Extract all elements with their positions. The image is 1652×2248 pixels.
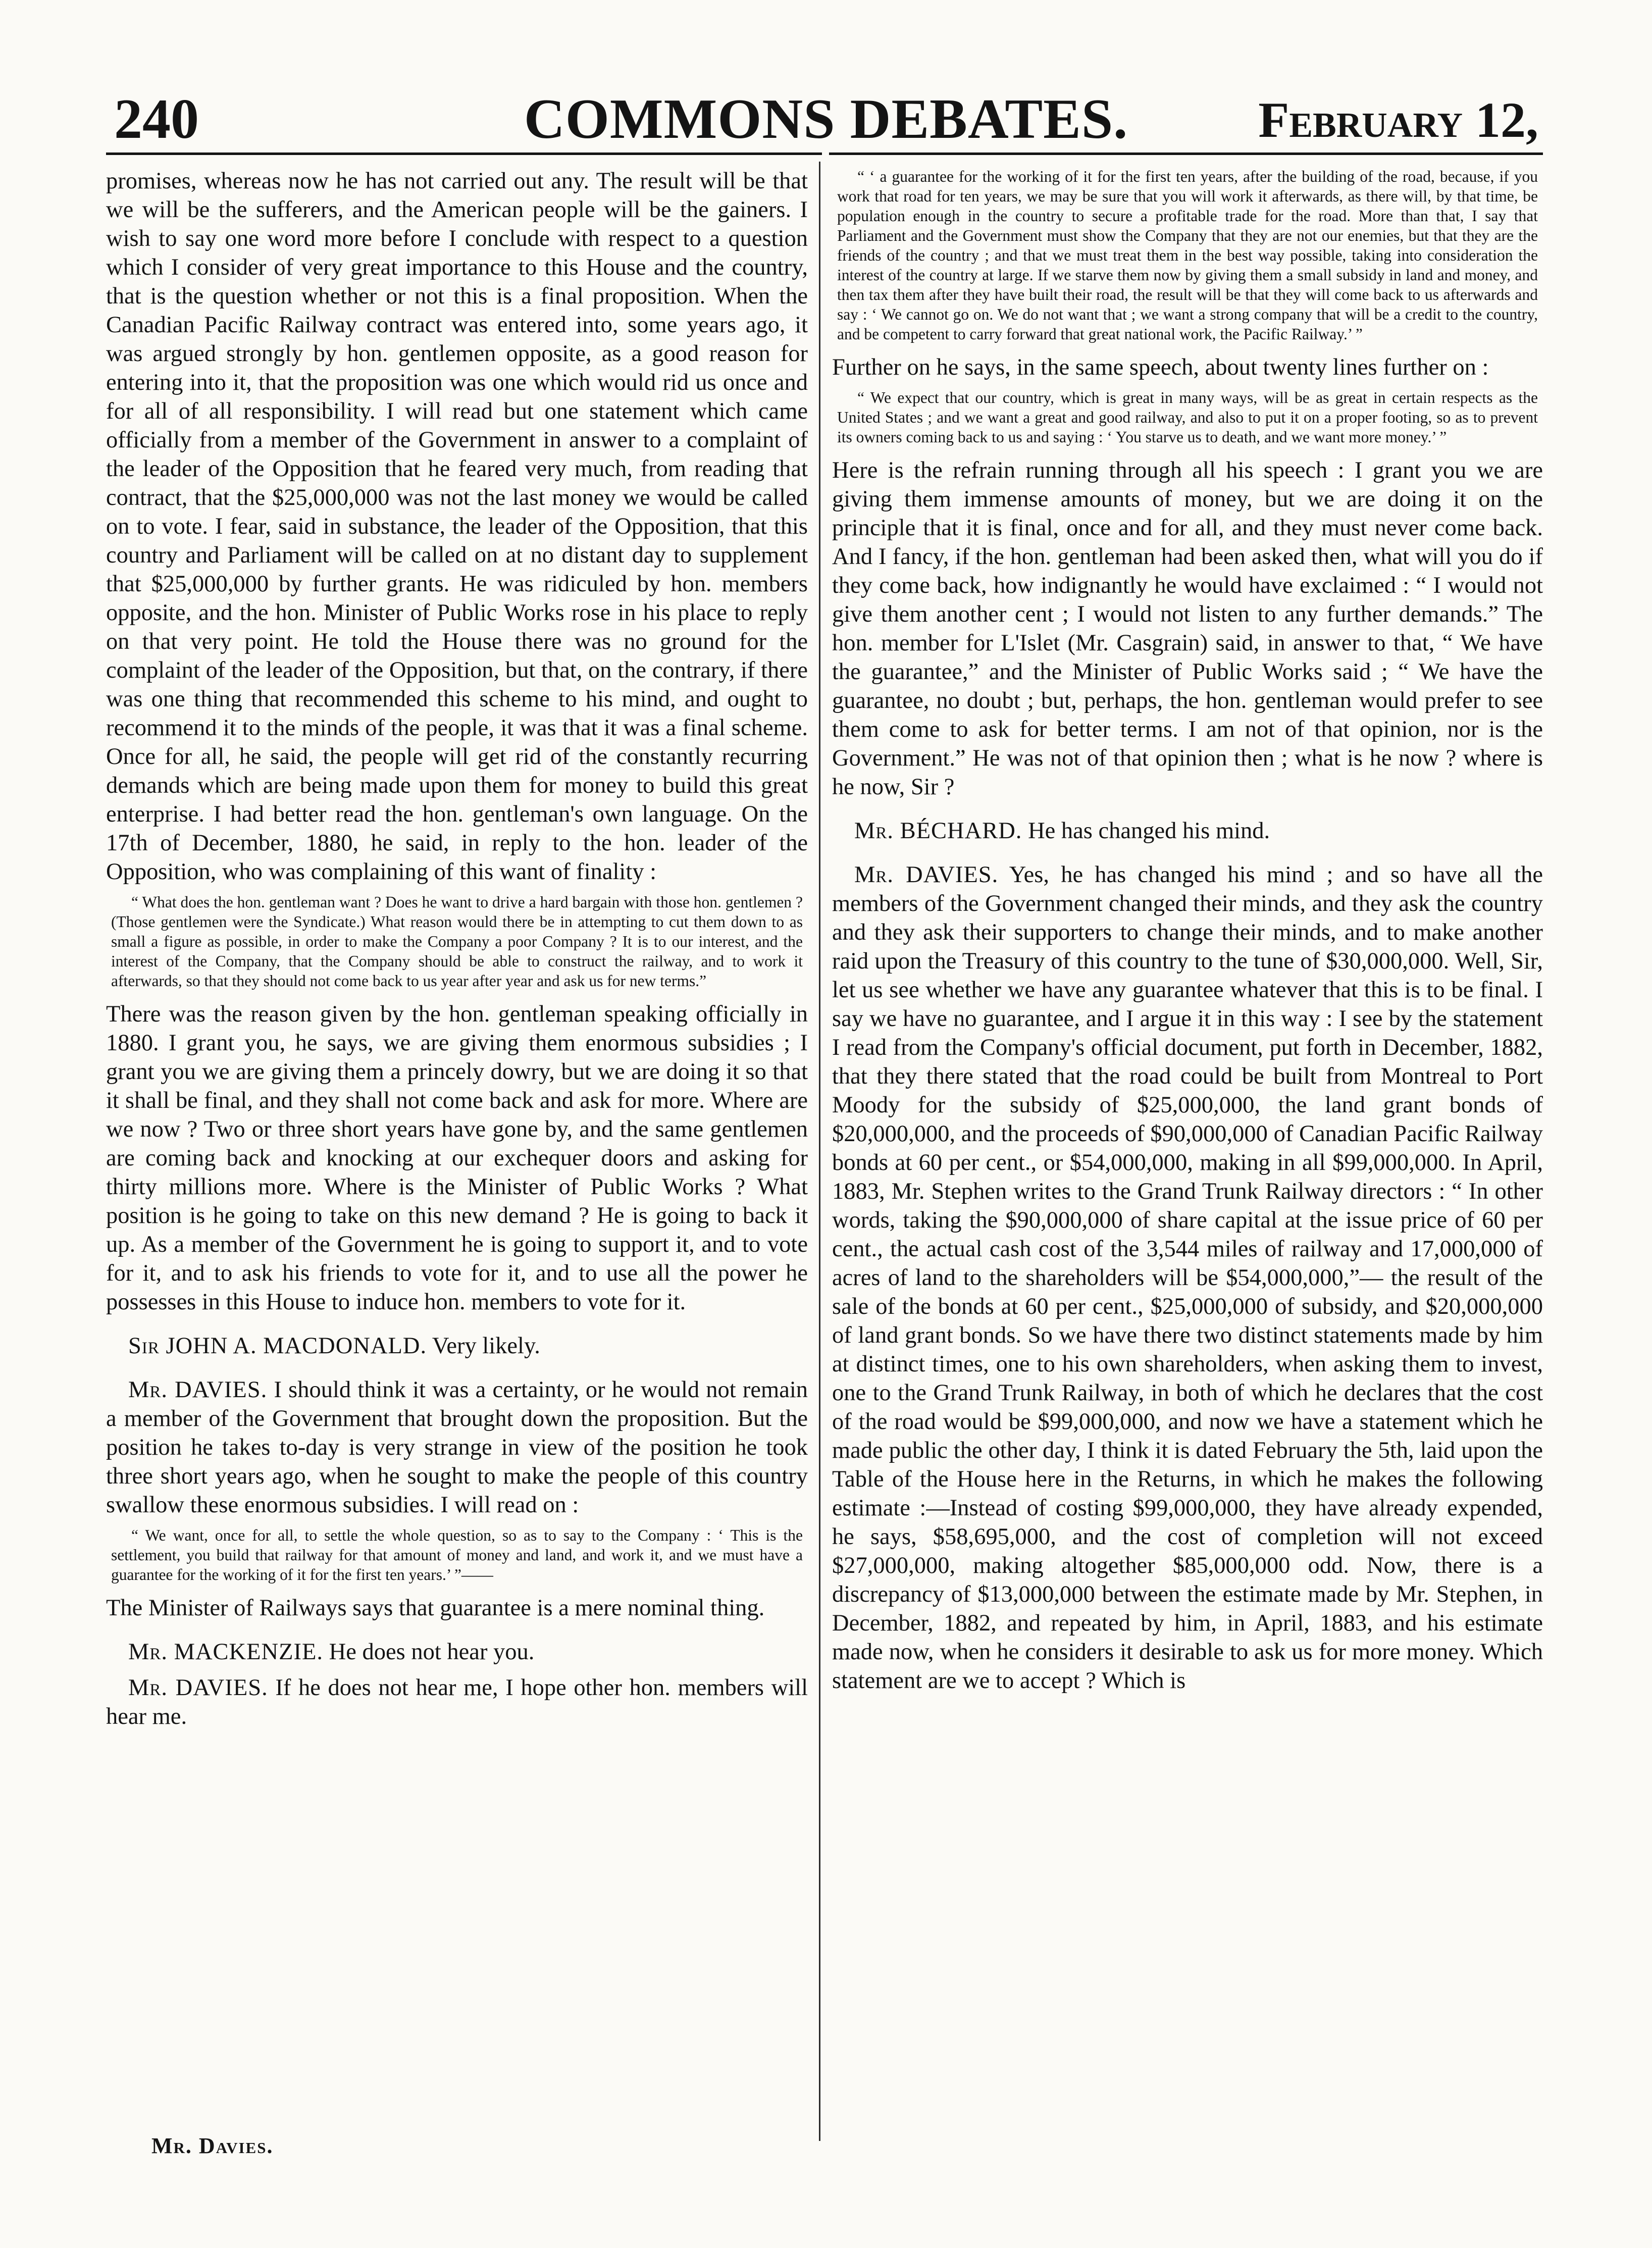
speech xyxy=(106,1673,808,1731)
speech xyxy=(106,1332,808,1360)
column-divider xyxy=(819,162,820,2141)
speaker-name: Mr. BÉCHARD. xyxy=(854,818,1022,844)
speech-text: He does not hear you. xyxy=(329,1639,535,1665)
speaker-name: Sir JOHN A. MACDONALD. xyxy=(128,1333,427,1359)
block-quote: “ ‘ a guarantee for the working of it for the first ten years, after the building of the road, because, if you work that road for ten years, we may be sure that you will work it afterwards, as there will, by that time, be population enough in the country to secure a profitable trade for the road. More than that, I say that Parliament and the Government must show the Company that they are not our enemies, but that they are the friends of the country ; and that we must treat them in the best way possible, taking into consideration the interest of the country at large. If we starve them now by giving them a small subsidy in land and money, and then tax them after they have built their road, the result will be that they will come back to us afterwards and say : ‘ We cannot go on. We do not want that ; we want a strong company that will be a credit to the country, and be competent to carry forward that great national work, the Pacific Railway.’ ” xyxy=(837,168,1538,343)
speech xyxy=(106,1375,808,1519)
paragraph: The Minister of Railways says that guarantee is a mere nominal thing. xyxy=(106,1595,765,1621)
block-quote: “ We expect that our country, which is great in many ways, will be as great in certain respects as the United States ; and we want a great and good railway, and also to put it on a proper footing, so as to prevent its owners coming back to us and saying : ‘ You starve us to death, and we want more money.’ ” xyxy=(837,389,1538,446)
right-column xyxy=(832,167,1543,1695)
header-rule-right xyxy=(829,152,1543,155)
speaker-name: Mr. DAVIES. xyxy=(128,1675,268,1701)
speech-text: I should think it was a certainty, or he would not remain a member of the Government that brought down the proposition. But the position he takes to-day is very strange in view of the position he took three short years ago, when he sought to make the people of this country swallow these enormous subsidies. I will read on : xyxy=(106,1377,808,1518)
speech-text: Yes, he has changed his mind ; and so have all the members of the Government changed their minds, and they ask the country and they ask their supporters to change their minds, and to make another raid upon the Treasury of this country to the tune of $30,000,000. Well, Sir, let us see whether we have any guarantee whatever that this is to be final. I say we have no guarantee, and I argue it in this way : I see by the statement I read from the Company's official document, put forth in December, 1882, that they there stated that the road could be built from Montreal to Port Moody for the subsidy of $25,000,000, the land grant bonds of $20,000,000, and the proceeds of $90,000,000 of Canadian Pacific Railway bonds at 60 per cent., or $54,000,000, making in all $99,000,000. In April, 1883, Mr. Stephen writes to the Grand Trunk Railway directors : “ In other words, taking the $90,000,000 of share capital at the issue price of 60 per cent., the actual cash cost of the 3,544 miles of railway and 17,000,000 of acres of land to the shareholders will be $54,000,000,”— the result of the sale of the bonds at 60 per cent., $25,000,000 of subsidy, and $20,000,000 of land grant bonds. So we have there two distinct statements made by him at distinct times, one to his own shareholders, when asking them to invest, one to the Grand Trunk Railway, in both of which he declares that the cost of the road would be $99,000,000, and now we have a statement which he made public the other day, I think it is dated February the 5th, laid upon the Table of the House here in the Returns, in which he makes the following estimate :—Instead of costing $99,000,000, they have already expended, he says, $58,695,000, and the cost of completion will not exceed $27,000,000, making altogether $85,000,000 odd. Now, there is a discrepancy of $13,000,000 between the estimate made by Mr. Stephen, in December, 1882, and repeated by him, in April, 1883, and his estimate made now, when he considers it desirable to ask us for more money. Which statement are we to accept ? Which is xyxy=(832,862,1543,1694)
paragraph: There was the reason given by the hon. gentleman speaking officially in 1880. I grant you, he says, we are giving them enormous subsidies ; I grant you we are giving them a princely dowry, but we are doing it so that it shall be final, and they shall not come back and ask for more. Where are we now ? Two or three short years have gone by, and the same gentlemen are coming back and knocking at our exchequer doors and asking for thirty millions more. Where is the Minister of Public Works ? What position is he going to take on this new demand ? He is going to back it up. As a member of the Government he is going to support it, and to vote for it, and to ask his friends to vote for it, and to use all the power he possesses in this House to induce hon. members to vote for it. xyxy=(106,1001,808,1315)
publication-title: COMMONS DEBATES. xyxy=(524,88,1128,150)
speaker-name: Mr. DAVIES. xyxy=(128,1377,268,1403)
paragraph: Here is the refrain running through all his speech : I grant you we are giving them immense amounts of money, but we are doing it on the principle that it is final, once and for all, and they must never come back. And I fancy, if the hon. gentleman had been asked then, what will you do if they come back, how indignantly he would have exclaimed : “ I would not give them another cent ; I would not listen to any further demands.” The hon. member for L'Islet (Mr. Casgrain) said, in answer to that, “ We have the guarantee,” and the Minister of Public Works said ; “ We have the guarantee, no doubt ; but, perhaps, the hon. gentleman would prefer to see them come to ask for better terms. I am not of that opinion, nor is the Government.” He was not of that opinion then ; what is he now ? where is he now, Sir ? xyxy=(832,457,1543,800)
block-quote: “ We want, once for all, to settle the whole question, so as to say to the Company : ‘ This is the settlement, you build that railway for that amount of money and land, and work it, and we must have a guarantee for the working of it for the first ten years.’ ”—— xyxy=(111,1526,803,1583)
paragraph: promises, whereas now he has not carried out any. The result will be that we will be the sufferers, and the American people will be the gainers. I wish to say one word more before I conclude with respect to a question which I consider of very great importance to this House and the country, that is the question whether or not this is a final proposition. When the Canadian Pacific Railway contract was entered into, some years ago, it was argued strongly by hon. gentlemen opposite, as a good reason for entering into it, that the proposition was one which would rid us once and for all of all responsibility. I will read but one statement which came officially from a member of the Government in answer to a complaint of the leader of the Opposition that he feared very much, from reading that contract, that the $25,000,000 was not the last money we would be called on to vote. I fear, said in substance, the leader of the Opposition, that this country and Parliament will be called on at no distant day to supplement that $25,000,000 by further grants. He was ridiculed by hon. members opposite, and the hon. Minister of Public Works rose in his place to reply on that very point. He told the House there was no ground for the complaint of the leader of the Opposition, but that, on the contrary, if there was one thing that recommended this scheme to his mind, and ought to recommend it to the minds of the people, it was that it was a final scheme. Once for all, he said, the people will get rid of the constantly recurring demands which are being made upon them for money to build this great enterprise. I had better read the hon. gentleman's own language. On the 17th of December, 1880, he said, in reply to the hon. leader of the Opposition, who was complaining of this want of finality : xyxy=(106,168,808,885)
header-rule-left xyxy=(106,152,822,155)
speech-text: If he does not hear me, I hope other hon. members will hear me. xyxy=(106,1675,808,1729)
speech xyxy=(832,860,1543,1695)
speech-text: Very likely. xyxy=(432,1333,540,1359)
paragraph: Further on he says, in the same speech, about twenty lines further on : xyxy=(832,354,1489,380)
footer-signature: Mr. Davies. xyxy=(151,2133,274,2158)
speech xyxy=(832,816,1543,845)
block-quote: “ What does the hon. gentleman want ? Does he want to drive a hard bargain with those hon. gentlemen ? (Those gentlemen were the Syndicate.) What reason would there be in attempting to cut them down to as small a figure as possible, in order to make the Company a poor Company ? It is to our interest, and the interest of the Company, that the Company should be able to construct the railway, and to work it afterwards, so that they should not come back to us year after year and ask us for new terms.” xyxy=(111,893,803,990)
speech-text: He has changed his mind. xyxy=(1028,818,1270,844)
page-number: 240 xyxy=(114,88,199,150)
speaker-name: Mr. MACKENZIE. xyxy=(128,1639,324,1665)
page-date: February 12, xyxy=(1258,92,1538,148)
speaker-name: Mr. DAVIES. xyxy=(854,862,999,888)
left-column xyxy=(106,167,808,1731)
speech xyxy=(106,1638,808,1666)
page-header xyxy=(0,88,1652,157)
